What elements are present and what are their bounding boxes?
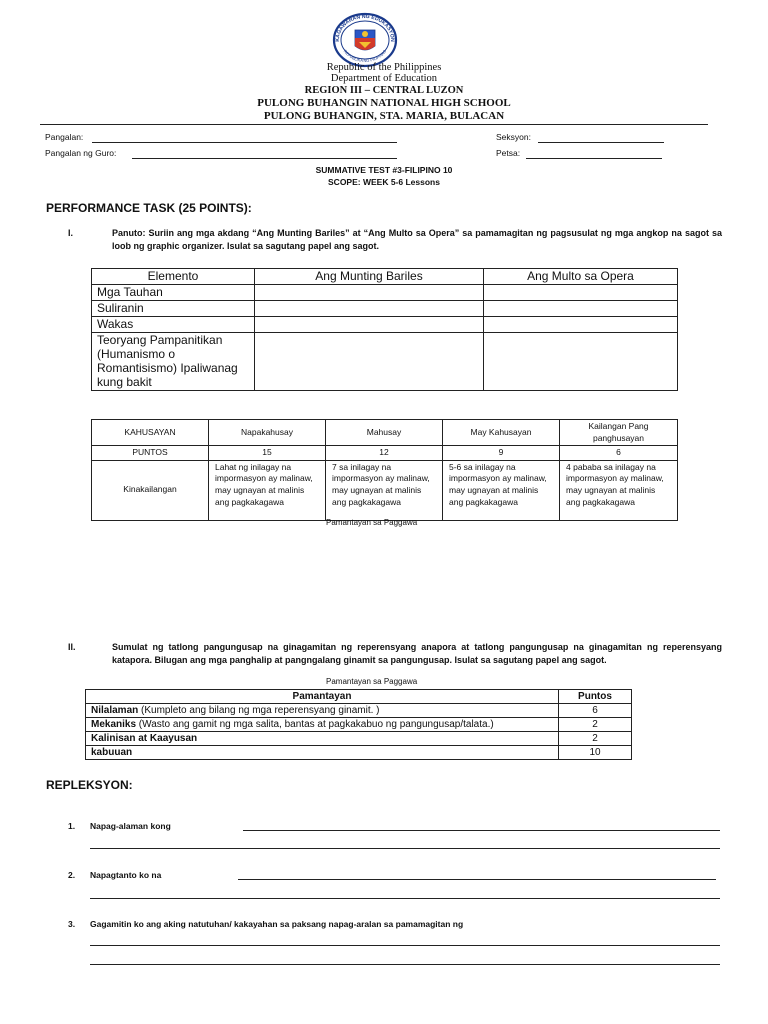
organizer-header: Ang Munting Bariles — [255, 269, 484, 285]
rubric-header: Napakahusay — [209, 420, 326, 446]
criteria-name: kabuuan — [91, 747, 133, 758]
reflection-answer-line[interactable] — [90, 898, 720, 899]
criteria-row — [86, 732, 559, 746]
criteria-row — [86, 746, 559, 760]
header-address: PULONG BUHANGIN, STA. MARIA, BULACAN — [263, 110, 505, 122]
rubric-header: Mahusay — [326, 420, 443, 446]
criteria-table — [85, 689, 632, 760]
rubric-criteria: Kinakailangan — [92, 460, 209, 520]
part2-number: II. — [68, 642, 76, 652]
criteria-desc: (Wasto ang gamit ng mga salita, bantas at pagkakabuo ng pangungusap/talata.) — [136, 719, 494, 730]
rubric-header: Kailangan Pang panghusayan — [560, 420, 678, 446]
test-scope: SCOPE: WEEK 5-6 Lessons — [328, 177, 440, 187]
header-republic: Republic of the Philippines — [326, 62, 442, 73]
organizer-answer-cell[interactable] — [484, 301, 678, 317]
organizer-answer-cell[interactable] — [255, 285, 484, 301]
part1-instructions: Panuto: Suriin ang mga akdang “Ang Munting Bariles” at “Ang Multo sa Opera” sa pamamagitan ng pagsusulat ng mga angkop na sagot sa loob ng graphic organizer. Isulat sa sagutang papel ang sagot. — [112, 228, 722, 251]
part2-instructions: Sumulat ng tatlong pangungusap na ginagamitan ng reperensyang anapora at tatlong pangungusap na ginagamitan ng reperensyang katapora. Bilugan ang mga panghalip at pangngalang ginamit sa pangungusap. Isulat sa sagutang papel ang sagot. — [112, 642, 722, 665]
criteria-desc: (Kumpleto ang bilang ng mga reperensyang ginamit. ) — [138, 705, 380, 716]
reflection-prompt: Gagamitin ko ang aking natutuhan/ kakayahan sa paksang napag-aralan sa pamamagitan ng — [90, 919, 464, 929]
performance-title: PERFORMANCE TASK (25 POINTS): — [46, 201, 252, 215]
date-input[interactable] — [526, 158, 662, 159]
reflection-answer-line[interactable] — [90, 964, 720, 965]
rubric-description: Lahat ng inilagay na impormasyon ay malinaw, may ugnayan at malinis ang pagkakagawa — [209, 460, 326, 520]
organizer-row-label: Teoryang Pampanitikan (Humanismo o Romantisismo) Ipaliwanag kung bakit — [92, 333, 255, 391]
rubric-header: May Kahusayan — [443, 420, 560, 446]
criteria-row — [86, 704, 559, 718]
rubric-table — [91, 419, 678, 521]
reflection-title: REPLEKSYON: — [46, 778, 133, 792]
header-department: Department of Education — [330, 73, 438, 84]
test-title: SUMMATIVE TEST #3-FILIPINO 10 — [315, 165, 453, 175]
seal-top-text: KAGAWARAN NG EDUKASYON — [334, 13, 396, 42]
reflection-prompt: Napagtanto ko na — [90, 870, 162, 880]
organizer-row-label: Mga Tauhan — [92, 285, 255, 301]
organizer-answer-cell[interactable] — [255, 317, 484, 333]
criteria-name: Mekaniks — [91, 719, 137, 730]
seal-bottom-text: REPUBLIKA NG PILIPINAS — [342, 48, 388, 64]
rubric-points-label: PUNTOS — [92, 446, 209, 461]
rubric-points: 9 — [443, 446, 560, 461]
criteria-header: Pamantayan — [86, 690, 559, 704]
reflection-answer-line[interactable] — [238, 879, 716, 880]
criteria-points: 2 — [559, 732, 632, 746]
part2-caption: Pamantayan sa Paggawa — [326, 677, 418, 686]
criteria-name: Nilalaman — [91, 705, 139, 716]
criteria-points: 10 — [559, 746, 632, 760]
rubric-points: 15 — [209, 446, 326, 461]
organizer-row-label: Suliranin — [92, 301, 255, 317]
header-school: PULONG BUHANGIN NATIONAL HIGH SCHOOL — [257, 97, 511, 109]
criteria-name: Kalinisan at Kaayusan — [91, 733, 198, 744]
rubric-description: 4 pababa sa inilagay na impormasyon ay malinaw, may ugnayan at malinis ang pagkakagawa — [560, 460, 678, 520]
criteria-points: 2 — [559, 718, 632, 732]
organizer-answer-cell[interactable] — [484, 333, 678, 391]
rubric-header: KAHUSAYAN — [92, 420, 209, 446]
header-divider — [40, 124, 708, 125]
organizer-answer-cell[interactable] — [484, 285, 678, 301]
rubric-description: 5-6 sa inilagay na impormasyon ay malinaw, may ugnayan at malinis ang pagkakagawa — [443, 460, 560, 520]
organizer-answer-cell[interactable] — [255, 333, 484, 391]
section-label: Seksyon: — [496, 132, 531, 142]
criteria-points: 6 — [559, 704, 632, 718]
part1-number: I. — [68, 228, 74, 238]
reflection-number: 3. — [68, 919, 76, 929]
organizer-header: Elemento — [92, 269, 255, 285]
organizer-header: Ang Multo sa Opera — [484, 269, 678, 285]
rubric-points: 6 — [560, 446, 678, 461]
rubric-caption: Pamantayan sa Paggawa — [326, 518, 418, 527]
name-label: Pangalan: — [45, 132, 84, 142]
reflection-answer-line[interactable] — [243, 830, 720, 831]
header-region: REGION III – CENTRAL LUZON — [304, 85, 464, 96]
date-label: Petsa: — [496, 148, 521, 158]
reflection-prompt: Napag-alaman kong — [90, 821, 171, 831]
section-input[interactable] — [538, 142, 664, 143]
organizer-row-label: Wakas — [92, 317, 255, 333]
teacher-label: Pangalan ng Guro: — [45, 148, 117, 158]
criteria-header: Puntos — [559, 690, 632, 704]
organizer-answer-cell[interactable] — [484, 317, 678, 333]
reflection-number: 2. — [68, 870, 76, 880]
reflection-answer-line[interactable] — [90, 945, 720, 946]
name-input[interactable] — [92, 142, 397, 143]
graphic-organizer — [91, 268, 678, 391]
rubric-points: 12 — [326, 446, 443, 461]
criteria-row — [86, 718, 559, 732]
teacher-input[interactable] — [132, 158, 397, 159]
reflection-answer-line[interactable] — [90, 848, 720, 849]
reflection-number: 1. — [68, 821, 76, 831]
organizer-answer-cell[interactable] — [255, 301, 484, 317]
deped-seal — [331, 12, 399, 68]
rubric-description: 7 sa inilagay na impormasyon ay malinaw, may ugnayan at malinis ang pagkakagawa — [326, 460, 443, 520]
